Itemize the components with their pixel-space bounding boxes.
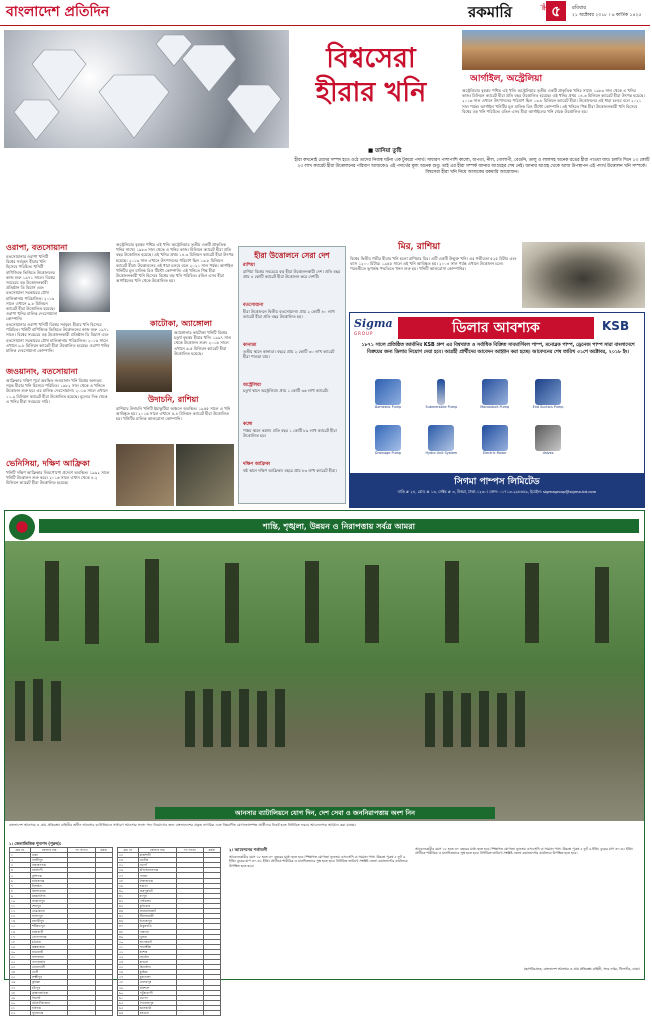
district-name: লালমনিরহাট — [138, 909, 176, 914]
district-name: কক্সবাজার — [30, 944, 67, 949]
district-name: মাদারীপুর — [30, 919, 67, 924]
pump-item — [415, 425, 467, 455]
district-name: বরগুনা — [138, 1011, 176, 1016]
ranking-title: হীরা উত্তোলনে সেরা দেশ — [254, 251, 330, 260]
section-title: রকমারি — [468, 3, 512, 21]
mir-title: মির, রাশিয়া — [398, 242, 441, 252]
district-table-a — [9, 847, 113, 1016]
orapa-body: বতসোয়ানার ওরাপা খনিটি বিশ্বের সর্ববৃহৎ হীরার খনি হিসেবে পরিচিত। খনিটি বাণিজ্যিক ভিত্তিতে উত্তোলনের কাজ শুরু ১৯৭১ সালে। বিশ্বের সবচেয়ে বড় উত্তোলনকারী প্রতিষ্ঠান ডি বিয়ার্স এবং বতসোয়ানা সরকারের যৌথ মালিকানায় পরিচালিত। ২০১৬ সালে এখানে ৯.৮ মিলিয়ন ক্যারেট হীরা উত্তোলিত হয়েছে। ওরাপা খনির মালিক দেবসোয়ানা কোম্পানি। — [6, 254, 58, 322]
miners-photo-1 — [116, 444, 174, 506]
ansar-footer: মহাপরিচালক, বাংলাদেশ আনসার ও গ্রাম প্রতিরক্ষা বাহিনী, সদর দপ্তর, খিলগাঁও, ঢাকা। — [523, 967, 640, 971]
district-name: সুনামগঞ্জ — [30, 1011, 67, 1016]
row-index: ১৩ — [10, 914, 31, 919]
district-name: বগুড়া — [138, 883, 176, 888]
district-name: ফরিদপুর — [30, 914, 67, 919]
pump-item — [362, 425, 414, 455]
row-index: ৯ — [10, 893, 31, 898]
row-index: ৪৫ — [118, 914, 139, 919]
row-index: ২৩ — [10, 965, 31, 970]
ranking-text: তৃতীয় স্থানে কানাডা। বছরে প্রায় ২ কোটি ৩০ লাখ ক্যারেট হীরা পাওয়া যায়। — [243, 348, 335, 359]
udachny-title: উদাচনি, রাশিয়া — [148, 394, 199, 404]
row-index: ৩১ — [10, 1005, 31, 1010]
pump-icon — [437, 379, 445, 405]
ranking-text: ষষ্ঠ স্থানে দক্ষিণ আফ্রিকা। বছরে প্রায় ৮৩ লাখ ক্যারেট হীরা। — [243, 467, 337, 473]
pump-icon — [535, 379, 561, 405]
district-name: নওগাঁ — [138, 863, 176, 868]
district-name: পঞ্চগড় — [138, 929, 176, 934]
row-index: ৬৪ — [118, 1011, 139, 1016]
row-index: ১১ — [10, 904, 31, 909]
row-index: ১ — [10, 853, 31, 858]
orapa-body-continued: বতসোয়ানার ওরাপা খনিটি বিশ্বের সর্ববৃহৎ হীরার খনি হিসেবে পরিচিত। খনিটি বাণিজ্যিক ভিত্তিতে উত্তোলনের কাজ শুরু ১৯৭১ সালে। বিশ্বের সবচেয়ে বড় উত্তোলনকারী প্রতিষ্ঠান ডি বিয়ার্স এবং বতসোয়ানা সরকারের যৌথ মালিকানায় পরিচালিত। ২০১৬ সালে এখানে ৯.৮ মিলিয়ন ক্যারেট হীরা উত্তোলিত হয়েছে। ওরাপা খনির মালিক দেবসোয়ানা কোম্পানি। — [6, 322, 110, 354]
row-index: ৩২ — [10, 1011, 31, 1016]
row-index: ১৯ — [10, 944, 31, 949]
row-index: ৫৮ — [118, 980, 139, 985]
row-index: ৬ — [10, 878, 31, 883]
district-name: ফেনী — [30, 970, 67, 975]
district-name: টাঙ্গাইল — [30, 883, 67, 888]
district-name: ঠাকুরগাঁও — [138, 924, 176, 929]
remarks — [203, 1011, 220, 1016]
row-index: ৭ — [10, 883, 31, 888]
row-index: ৪৮ — [118, 929, 139, 934]
row-index: ৪ — [10, 868, 31, 873]
pump-item — [362, 379, 414, 409]
district-name: মানিকগঞ্জ — [30, 878, 67, 883]
venetia-title: ভেনিসিয়া, দক্ষিণ আফ্রিকা — [6, 458, 90, 468]
row-index: ৬০ — [118, 990, 139, 995]
row-index: ২০ — [10, 949, 31, 954]
row-index: ৪৭ — [118, 924, 139, 929]
row-index: ৩০ — [10, 1000, 31, 1005]
district-name: নড়াইল — [138, 954, 176, 959]
ansar-table-title: ১। জেলাভিত্তিক শূন্যপদ (পুরুষ): — [9, 841, 62, 846]
row-index: ১৮ — [10, 939, 31, 944]
col-header: পদ সংখ্যা — [176, 848, 203, 853]
district-name: সিরাজগঞ্জ — [138, 878, 176, 883]
col-header: জেলার নাম — [30, 848, 67, 853]
continued-text-col2: অস্ট্রেলিয়ার বৃহত্তম পশ্চিম এই খনি। অস্ট্রেলিয়ার তৃতীয় একটি প্রাকৃতিক খনির সাথে। ১৯৮৩ সাল থেকে এ খনির কাজ। মিলিয়ন ক্যারেট হীরা প্রতি বছর উত্তোলিত হয়েছে। এই খনির প্রথম ১৪.৩ মিলিয়ন ক্যারেট হীরা উৎপন্ন হয়েছে। ২০১৬ সাল এখানে উৎপাদনের পরিমাণ ছিল ১৩.৮ মিলিয়ন ক্যারেট হীরা। উত্তোলনের এই ধারা চলবে বলে ২০২১ সাল পর্যন্ত। আর্গাইল খনিটির মূল মালিক রিও টিন্টো কোম্পানি। এই খনিতে পিঙ্ক হীরা উত্তোলনকারী খনি হিসেবে বিশ্বের বড় খনি পরিচিত। রঙিন এসব হীরা আর্গাইলের খনি থেকে উত্তোলিত হয়। — [116, 242, 234, 284]
district-name: শরীয়তপুর — [30, 924, 67, 929]
venetia-body: খনিটি দক্ষিণ আফ্রিকার লিমপোপো প্রদেশে অবস্থিত। ১৯৯২ সালে খনিটি উত্তোলন শুরু করে। ২০১৬ সালে এখান থেকে ৪.২ মিলিয়ন ক্যারেট হীরা উত্তোলিত হয়েছে। — [6, 470, 110, 486]
ksb-logo: KSB — [602, 319, 630, 333]
orapa-title: ওরাপা, বতসোয়ানা — [6, 242, 68, 252]
diamond-closeup-photo — [59, 252, 110, 312]
district-name: গাজীপুর — [30, 858, 67, 863]
district-name: রাজবাড়ী — [30, 929, 67, 934]
pump-item — [469, 425, 521, 455]
vacancy-table — [9, 847, 113, 1016]
district-name: নাটোর — [138, 858, 176, 863]
district-name: নারায়ণগঞ্জ — [30, 863, 67, 868]
district-name: শেরপুর — [30, 904, 67, 909]
pump-label: Domestic Pump — [374, 405, 402, 409]
row-index: ৪৬ — [118, 919, 139, 924]
district-name: বাগেরহাট — [138, 939, 176, 944]
col-header: মন্তব্য — [95, 848, 112, 853]
diamond-shapes — [4, 30, 289, 148]
district-name: খুলনা — [138, 934, 176, 939]
row-index: ১৬ — [10, 929, 31, 934]
district-name: বান্দরবান — [30, 954, 67, 959]
pump-item — [522, 379, 574, 409]
title-line-1: বিশ্বসেরা — [326, 43, 416, 74]
title-line-2: হীরার খনি — [315, 77, 427, 108]
district-name: গাইবান্ধা — [138, 898, 176, 903]
district-name: দিনাজপুর — [138, 919, 176, 924]
sigma-logo-sub: GROUP — [354, 330, 374, 336]
pump-label: Hydro Unit System — [425, 451, 458, 455]
row-index: ৩৫ — [118, 863, 139, 868]
row-index: ৪৪ — [118, 909, 139, 914]
ansar-slogan: আনসার ব্যাটালিয়নে যোগ দিন, দেশ সেবা ও জননিরাপত্তায় অংশ নিন — [155, 807, 495, 819]
sigma-company-name: সিগমা পাম্পস লিমিটেড — [454, 477, 540, 487]
row-index: ২ — [10, 858, 31, 863]
row-index: ১০ — [10, 898, 31, 903]
ranking-country: কানাডা — [243, 342, 257, 348]
row-index: ৪৯ — [118, 934, 139, 939]
remarks — [95, 1011, 112, 1016]
district-name: সিলেট — [30, 995, 67, 1000]
district-name: ঢাকা — [30, 853, 67, 858]
district-name: জয়পুরহাট — [138, 888, 176, 893]
row-index: ৩৬ — [118, 868, 139, 873]
ranking-item — [243, 462, 341, 494]
vacancy-count — [68, 1011, 95, 1016]
district-name: কিশোরগঞ্জ — [30, 888, 67, 893]
ranking-country: কঙ্গো — [243, 422, 253, 428]
pump-icon — [535, 425, 561, 451]
district-name: পিরোজপুর — [138, 1000, 176, 1005]
ranking-item — [243, 343, 341, 380]
row-index: ২১ — [10, 954, 31, 959]
pump-label: Electric Motor — [482, 451, 507, 455]
mir-body: বিশ্বের দ্বিতীয় গভীর হীরার খনি হলো রাশিয়ার মির। এটি একটি উন্মুক্ত খনি। এর গভীরতা ৫২৫ মিটার এবং ব্যাস ১২০০ মিটার। ১৯৫৫ সালে এই খনি আবিষ্কৃত হয়। ২০০৪ সাল পর্যন্ত এখানে উত্তোলন চলে। পরবর্তীতে ভূগর্ভস্থ পদ্ধতিতে খনন শুরু হয়। খনিটি আলরোসা কোম্পানির। — [350, 256, 517, 272]
ranking-item — [243, 383, 341, 420]
row-index: ২৫ — [10, 975, 31, 980]
soldiers-silhouettes — [5, 541, 644, 821]
ranking-text: রাশিয়া বিশ্বের সবচেয়ে বড় হীরা উত্তোলনকারী দেশ। প্রতি বছর প্রায় ৪ কোটি ক্যারেট হীরা উত্তোলন করে দেশটি। — [243, 269, 341, 280]
row-index: ৬১ — [118, 995, 139, 1000]
row-index: ৩ — [10, 863, 31, 868]
row-index: ৪০ — [118, 888, 139, 893]
district-name: পটুয়াখালী — [138, 990, 176, 995]
district-name: মেহেরপুর — [138, 980, 176, 985]
row-index: ৩৯ — [118, 883, 139, 888]
row-index: ২৯ — [10, 995, 31, 1000]
open-pit-mine-photo — [462, 30, 645, 70]
pump-icon — [482, 379, 508, 405]
ranking-box — [238, 246, 346, 504]
table-body-a — [10, 853, 113, 1016]
row-index: ২৭ — [10, 985, 31, 990]
district-name: ঝালকাঠি — [138, 1005, 176, 1010]
district-name: হবিগঞ্জ — [30, 1005, 67, 1010]
district-name: লক্ষ্মীপুর — [30, 975, 67, 980]
ranking-item — [243, 263, 341, 300]
vacancy-count — [176, 1011, 203, 1016]
pump-icon — [428, 425, 454, 451]
sigma-logo-text: Sigma — [354, 317, 393, 330]
district-name: নরসিংদী — [30, 868, 67, 873]
sigma-ad-body: ১৮৭১ সালে প্রতিষ্ঠিত জার্মানির KSB গ্রুপ এর বিশ্বখ্যাত ও সর্বাধিক বিক্রিত সাবমার্সিবল পাম্প, মনোব্লক পাম্প, ড্রেনেজ পাম্প সারা বাংলাদেশে বিক্রয়ের জন্য ডিলার নিয়োগ দেয়া হবে। আগ্রহী প্রার্থীদের আবেদন আহ্বান করা হচ্ছে। আবেদনের শেষ তারিখ ৩১শে অক্টোবর, ২০১৮ ইং। — [361, 343, 635, 355]
district-name: নোয়াখালী — [30, 965, 67, 970]
ansar-notes-right: আবেদনকারীর বয়স ১৮ হতে ৩০ বছরের মধ্যে হতে হবে। শিক্ষাগত যোগ্যতা ন্যূনতম এসএসসি বা সমমান পাস। উচ্চতা পুরুষ ৫ ফুট ৬ ইঞ্চি। বুকের মাপ ৩০-৩২ ইঞ্চি। প্রার্থীকে শারীরিক ও মানসিকভাবে সুস্থ হতে হবে। নির্ধারিত তারিখে সংশ্লিষ্ট জেলা কমান্ড্যান্টের কার্যালয়ে উপস্থিত হতে হবে। — [415, 847, 634, 856]
argyle-title: আর্গাইল, অস্ট্রেলিয়া — [470, 74, 543, 84]
ansar-emblem — [9, 514, 35, 540]
miners-photo-2 — [176, 444, 234, 506]
catoca-title: কাটোকা, অ্যাঙ্গোলা — [150, 318, 212, 328]
row-index: ৩৩ — [118, 853, 139, 858]
district-name: চাঁপাইনবাবগঞ্জ — [138, 868, 176, 873]
pump-icon — [375, 379, 401, 405]
district-name: জামালপুর — [30, 898, 67, 903]
ansar-ad — [4, 510, 645, 1016]
district-name: চুয়াডাঙ্গা — [138, 975, 176, 980]
sigma-logo — [354, 317, 392, 336]
district-name: গোপালগঞ্জ — [30, 934, 67, 939]
row-index: ১২ — [10, 909, 31, 914]
row-index: ৪৩ — [118, 904, 139, 909]
row-index: ৬২ — [118, 1000, 139, 1005]
district-name: পাবনা — [138, 873, 176, 878]
district-name: নেত্রকোনা — [30, 909, 67, 914]
diamonds-photo — [4, 30, 289, 148]
table-row — [10, 1011, 113, 1016]
row-index: ৫৭ — [118, 975, 139, 980]
row-index: ৫০ — [118, 939, 139, 944]
feature-intro: হীরা কখনোই মেদের সম্পদ হতে ওঠে তাদের নিজস্ব ঘটনা এক টুকরো পদার্থ। সাধারণ পাশাপাশি কালো, অপতা, নীল, গোলাপী, বেগুনি, ডালু ও লালসহ অনেক রঙের হীরা পাওয়া যায়। চলতি দিনে ১৩ কোটি ২৩ লাখ ক্যারেট হীরা উত্তোলনের পরিমাণ আজকেও এই পদার্থের মূল্য অনেক শুধু। তাই এর হীরা সম্পর্ক জানার আগ্রহের শেষ নেই। জানার আগ্রহ থেকে আজ উপস্থাপন এই পদার্থ উত্তোলন খনি সম্পর্কে। বিশ্বসেরা হীরা খনি নিয়ে আজকের রকমারি আয়োজন। — [294, 158, 650, 175]
ranking-item — [243, 303, 341, 340]
col-header: জেলার নাম — [138, 848, 176, 853]
row-index: ২২ — [10, 960, 31, 965]
col-header: ক্রম নং — [118, 848, 139, 853]
row-index: ৩৪ — [118, 858, 139, 863]
pump-label: Submersible Pump — [425, 405, 458, 409]
byline: ■ তানিয়া তুষ্টি — [368, 148, 402, 154]
row-index: ১৪ — [10, 919, 31, 924]
ranking-country: বতসোয়ানা — [243, 303, 264, 309]
page-label: পৃষ্ঠা — [540, 3, 545, 11]
ansar-notes: আবেদনকারীর বয়স ১৮ হতে ৩০ বছরের মধ্যে হতে হবে। শিক্ষাগত যোগ্যতা ন্যূনতম এসএসসি বা সমমান পাস। উচ্চতা পুরুষ ৫ ফুট ৬ ইঞ্চি। বুকের মাপ ৩০-৩২ ইঞ্চি। প্রার্থীকে শারীরিক ও মানসিকভাবে সুস্থ হতে হবে। নির্ধারিত তারিখে সংশ্লিষ্ট জেলা কমান্ড্যান্টের কার্যালয়ে উপস্থিত হতে হবে। — [229, 855, 408, 868]
pump-icon — [375, 425, 401, 451]
catoca-body: অ্যাঙ্গোলার কাটোকা খনিটি বিশ্বের চতুর্থ বৃহত্তম হীরার খনি। ১৯৯৭ সাল থেকে উত্তোলন শুরু। ২০১৬ সালে এখানে ৬.৫ মিলিয়ন ক্যারেট হীরা উত্তোলিত হয়েছে। — [174, 330, 232, 356]
pump-row-2 — [362, 425, 634, 455]
district-name: মাগুরা — [138, 960, 176, 965]
col-header: পদ সংখ্যা — [68, 848, 95, 853]
sigma-ad — [349, 312, 645, 508]
col-header: মন্তব্য — [203, 848, 220, 853]
ansar-intro: বাংলাদেশ আনসার ও গ্রাম প্রতিরক্ষা বাহিনীর অধীন আনসার ব্যাটালিয়নে সাধারণ আনসার সদস্য পদে নিয়োগের জন্য বাংলাদেশের প্রকৃত নাগরিক এবং নিম্নবর্ণিত যোগ্যতাসম্পন্ন প্রার্থীদের নিকট হতে নির্ধারিত ফরমে আবেদনপত্র আহ্বান করা যাচ্ছে। — [9, 823, 356, 827]
ranking-text: পঞ্চম স্থানে কঙ্গো। প্রতি বছর ১ কোটি ৮৯ লাখ ক্যারেট হীরা উত্তোলিত হয়। — [243, 428, 337, 439]
sigma-contact: বাড়ি # ২৪, রোড # ১৩, সেক্টর # ৩, উত্তরা, ঢাকা-১২৩০। ফোন: ০১৭১৩-২৯৮৬৪৯, ইমেইল: sigmagroup@sigma-bd.com — [397, 489, 597, 495]
row-index: ১৭ — [10, 934, 31, 939]
district-name: মুন্সিগঞ্জ — [30, 873, 67, 878]
masthead — [0, 0, 650, 26]
jwaneng-title: জওয়ানাং, বতসোয়ানা — [6, 366, 78, 376]
udachny-body: রাশিয়ার উদাচনি খনিটি ইয়াকুটিয়া অঞ্চলে অবস্থিত। ১৯৫৫ সালে এ খনি আবিষ্কৃত হয়। ২০১৬ সালে এখানে ৫.৪ মিলিয়ন ক্যারেট হীরা উত্তোলিত হয়। খনিটির মালিক আলরোসা কোম্পানি। — [116, 406, 231, 422]
district-name: রংপুর — [138, 893, 176, 898]
row-index: ৪২ — [118, 898, 139, 903]
pump-icon — [482, 425, 508, 451]
row-index: ১৫ — [10, 924, 31, 929]
pump-label: Valves — [542, 451, 554, 455]
jwaneng-body: আফ্রিকার দক্ষিণ পূর্বে অবস্থিত জওয়ানাং খনি বিশ্বের অন্যতম সমৃদ্ধ হীরার খনি হিসেবে পরিচিত। ১৯৮২ সাল থেকে এ খনিতে উত্তোলন শুরু হয়। এর মালিক দেবসোয়ানা। ২০১৬ সালে এখানে ১১.৯ মিলিয়ন ক্যারেট হীরা উত্তোলিত হয়েছে। মূল্যের দিক থেকে এ খনির হীরা সবচেয়ে দামি। — [6, 378, 108, 404]
pump-item — [522, 425, 574, 455]
ansar-parade-photo — [5, 541, 644, 821]
district-name: রাঙামাটি — [30, 949, 67, 954]
district-name: রাজশাহী — [138, 853, 176, 858]
table-body-b — [118, 853, 221, 1016]
district-name: কুমিল্লা — [30, 980, 67, 985]
sigma-company-bar — [350, 473, 644, 507]
district-name: চাঁদপুর — [30, 985, 67, 990]
ranking-text: হীরা উত্তোলনে দ্বিতীয় বতসোয়ানা। প্রায় ২ কোটি ৪০ লাখ ক্যারেট হীরা প্রতি বছর উত্তোলিত হয়। — [243, 308, 335, 320]
pump-label: End Suction Pump — [532, 405, 564, 409]
district-name: কুষ্টিয়া — [138, 970, 176, 975]
newspaper-logo: বাংলাদেশ প্রতিদিন — [6, 4, 110, 20]
row-index: ২৮ — [10, 990, 31, 995]
district-name: ময়মনসিংহ — [30, 893, 67, 898]
row-index: ৫৩ — [118, 954, 139, 959]
row-index: ২৬ — [10, 980, 31, 985]
row-index: ৫৯ — [118, 985, 139, 990]
pump-label: Drainage Pump — [374, 451, 402, 455]
district-name: নীলফামারী — [138, 914, 176, 919]
feature-title — [308, 42, 434, 110]
issue-day: রবিবার — [572, 5, 586, 11]
mir-mine-photo — [522, 242, 645, 308]
dealer-wanted-headline: ডিলার আবশ্যক — [398, 317, 594, 339]
district-name: চট্টগ্রাম — [30, 939, 67, 944]
district-name: খাগড়াছড়ি — [30, 960, 67, 965]
row-index: ৫২ — [118, 949, 139, 954]
vacancy-table — [117, 847, 221, 1016]
row-index: ২৪ — [10, 970, 31, 975]
row-index: ৪১ — [118, 893, 139, 898]
pump-item — [469, 379, 521, 409]
district-name: কুড়িগ্রাম — [138, 904, 176, 909]
row-index: ৬৩ — [118, 1005, 139, 1010]
issue-date: ২১ অক্টোবর ২০১৮ । ৬ কার্তিক ১৪২৫ — [572, 13, 642, 18]
row-index: ৫৫ — [118, 965, 139, 970]
district-table-b — [117, 847, 221, 1016]
district-name: যশোর — [138, 949, 176, 954]
ranking-country: রাশিয়া — [243, 263, 255, 269]
table-row — [118, 1011, 221, 1016]
ansar-banner: শান্তি, শৃঙ্খলা, উন্নয়ন ও নিরাপত্তায় সর্বত্র আমরা — [39, 519, 639, 533]
row-index: ৫৬ — [118, 970, 139, 975]
ansar-notes-title: ২। আবেদনের শর্তাবলী — [229, 847, 268, 852]
district-name: সাতক্ষীরা — [138, 944, 176, 949]
row-index: ৫১ — [118, 944, 139, 949]
pump-label: Monoblock Pump — [480, 405, 510, 409]
ranking-text: চতুর্থ স্থানে অস্ট্রেলিয়া। প্রায় ১ কোটি ৩৬ লাখ ক্যারেট। — [243, 388, 329, 394]
district-name: বরিশাল — [138, 985, 176, 990]
ranking-item — [243, 422, 341, 459]
row-index: ৫ — [10, 873, 31, 878]
col-header: ক্রম নং — [10, 848, 31, 853]
pump-row-1 — [362, 379, 634, 409]
row-index: ৫৪ — [118, 960, 139, 965]
argyle-body: অস্ট্রেলিয়ার বৃহত্তম পশ্চিম এই খনি। অস্ট্রেলিয়ার তৃতীয় একটি প্রাকৃতিক খনির সাথে। ১৯৮৩ সাল থেকে এ খনির কাজ। মিলিয়ন ক্যারেট হীরা প্রতি বছর উত্তোলিত হয়েছে। এই খনির প্রথম ১৪.৩ মিলিয়ন ক্যারেট হীরা উৎপন্ন হয়েছে। ২০১৬ সাল এখানে উৎপাদনের পরিমাণ ছিল ১৩.৮ মিলিয়ন ক্যারেট হীরা। উত্তোলনের এই ধারা চলবে বলে ২০২১ সাল পর্যন্ত। আর্গাইল খনিটির মূল মালিক রিও টিন্টো কোম্পানি। এই খনিতে পিঙ্ক হীরা উত্তোলনকারী খনি হিসেবে বিশ্বের বড় খনি পরিচিত। রঙিন এসব হীরা আর্গাইলের খনি থেকে উত্তোলিত হয়। — [462, 88, 645, 114]
row-index: ৮ — [10, 888, 31, 893]
catoca-mine-photo — [116, 330, 172, 392]
district-name: ভোলা — [138, 995, 176, 1000]
ranking-list — [239, 260, 345, 496]
pump-item — [415, 379, 467, 409]
ranking-country: অস্ট্রেলিয়া — [243, 382, 262, 388]
page-number: ৫ — [546, 1, 566, 21]
ranking-country: দক্ষিণ আফ্রিকা — [243, 462, 271, 468]
district-name: মৌলভীবাজার — [30, 1000, 67, 1005]
district-name: ঝিনাইদহ — [138, 965, 176, 970]
row-index: ৩৭ — [118, 873, 139, 878]
district-name: ব্রাহ্মণবাড়িয়া — [30, 990, 67, 995]
row-index: ৩৮ — [118, 878, 139, 883]
